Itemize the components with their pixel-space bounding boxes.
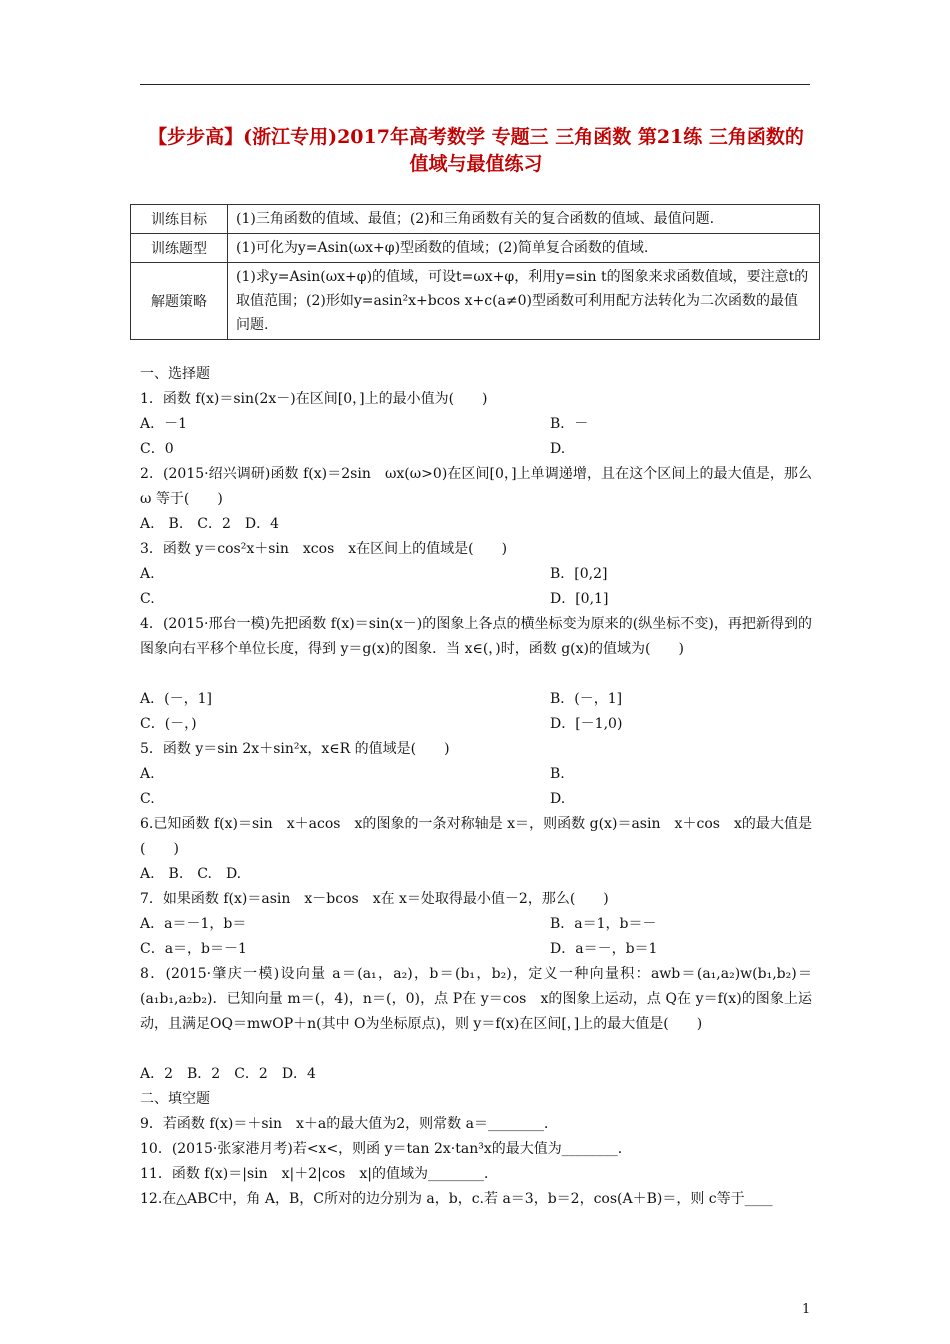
option-c: C．(－，)	[140, 716, 197, 732]
question-5-options	[140, 787, 812, 812]
question-4: 4．(2015·邢台一模)先把函数 f(x)＝sin(x－)的图象上各点的横坐标变为原来的(纵坐标不变)，再把新得到的图象向右平移个单位长度，得到 y＝g(x)的图象．当 x∈(，)时，函数 g(x)的值域为( )	[140, 616, 812, 657]
option-c: C.	[140, 791, 155, 807]
table-row	[131, 205, 820, 234]
option-b: B．[0,2]	[550, 566, 608, 582]
option-d: D.	[550, 441, 566, 457]
question-5: 5．函数 y＝sin 2x＋sin²x，x∈R 的值域是( )	[140, 741, 450, 757]
option-b: B．(－，1]	[550, 691, 623, 707]
header-rule	[140, 84, 810, 85]
table-row	[131, 263, 820, 340]
training-info-table	[130, 204, 820, 340]
table-value: (1)三角函数的值域、最值；(2)和三角函数有关的复合函数的值域、最值问题.	[228, 205, 820, 234]
option-c: C．a＝，b＝－1	[140, 941, 247, 957]
question-10: 10．(2015·张家港月考)若<x<，则函 y＝tan 2x·tan³x的最大值为________．	[140, 1141, 632, 1157]
option-a: A．－1	[140, 416, 188, 432]
question-11: 11．函数 f(x)＝|sin x|＋2|cos x|的值域为________．	[140, 1166, 498, 1182]
question-2: 2．(2015·绍兴调研)函数 f(x)＝2sin ωx(ω>0)在区间[0，]上单调递增，且在这个区间上的最大值是，那么 ω 等于( )	[140, 466, 812, 507]
section-heading-fill: 二、填空题	[140, 1091, 210, 1107]
option-c: C．0	[140, 441, 174, 457]
table-key: 解题策略	[131, 263, 228, 340]
option-b: B．a＝1，b＝－	[550, 916, 657, 932]
question-5-options	[140, 762, 812, 787]
question-1-options	[140, 412, 812, 437]
option-c: C.	[140, 591, 155, 607]
option-b: B．－	[550, 416, 589, 432]
question-12: 12.在△ABC中，角 A，B，C所对的边分别为 a，b，c.若 a＝3，b＝2，cos(A＋B)＝，则 c等于____	[140, 1191, 773, 1207]
question-4-options	[140, 687, 812, 712]
question-9: 9．若函数 f(x)＝＋sin x＋a的最大值为2，则常数 a＝________．	[140, 1116, 558, 1132]
option-a: A.	[140, 566, 155, 582]
option-a: A.	[140, 766, 155, 782]
question-2-options: A. B. C．2 D．4	[140, 516, 280, 532]
table-row	[131, 234, 820, 263]
question-7: 7．如果函数 f(x)＝asin x－bcos x在 x＝处取得最小值－2，那么( )	[140, 891, 609, 907]
question-4-options	[140, 712, 812, 737]
option-a: A．(－，1]	[140, 691, 212, 707]
option-b: B.	[550, 766, 565, 782]
question-1: 1．函数 f(x)＝sin(2x－)在区间[0，]上的最小值为( )	[140, 391, 488, 407]
section-heading-choice: 一、选择题	[140, 366, 210, 382]
question-3-options	[140, 562, 812, 587]
table-key: 训练目标	[131, 205, 228, 234]
question-6: 6.已知函数 f(x)＝sin x＋acos x的图象的一条对称轴是 x＝，则函数 g(x)＝asin x＋cos x的最大值是( )	[140, 816, 812, 857]
question-1-options	[140, 437, 812, 462]
option-a: A．a＝－1，b＝	[140, 916, 247, 932]
option-d: D．[－1,0)	[550, 716, 623, 732]
table-value: (1)求y=Asin(ωx+φ)的值域，可设t=ωx+φ，利用y=sin t的图象来求函数值域，要注意t的取值范围；(2)形如y=asin²x+bcos x+c(a≠0)型函数可利用配方法转化为二次函数的最值问题.	[228, 263, 820, 340]
question-3: 3．函数 y＝cos²x＋sin xcos x在区间上的值域是( )	[140, 541, 508, 557]
table-key: 训练题型	[131, 234, 228, 263]
question-6-options: A. B. C. D.	[140, 866, 242, 882]
option-d: D．a＝－，b＝1	[550, 941, 658, 957]
question-7-options	[140, 912, 812, 937]
question-7-options	[140, 937, 812, 962]
page-number: 1	[802, 1302, 811, 1317]
question-3-options	[140, 587, 812, 612]
question-8: 8．(2015·肇庆一模)设向量 a＝(a₁，a₂)，b＝(b₁，b₂)，定义一种向量积：awb＝(a₁,a₂)w(b₁,b₂)＝(a₁b₁,a₂b₂)．已知向量 m＝(，4)，n＝(，0)，点 P在 y＝cos x的图象上运动，点 Q在 y＝f(x)的图象上运动，且满足OQ＝mwOP＋n(其中 O为坐标原点)，则 y＝f(x)在区间[，]上的最大值是( )	[140, 966, 812, 1032]
option-d: D.	[550, 791, 566, 807]
table-value: (1)可化为y=Asin(ωx+φ)型函数的值域；(2)简单复合函数的值域.	[228, 234, 820, 263]
option-d: D．[0,1]	[550, 591, 609, 607]
document-title: 【步步高】(浙江专用)2017年高考数学 专题三 三角函数 第21练 三角函数的值域与最值练习	[148, 126, 804, 175]
question-8-options: A．2 B．2 C．2 D．4	[140, 1066, 316, 1082]
